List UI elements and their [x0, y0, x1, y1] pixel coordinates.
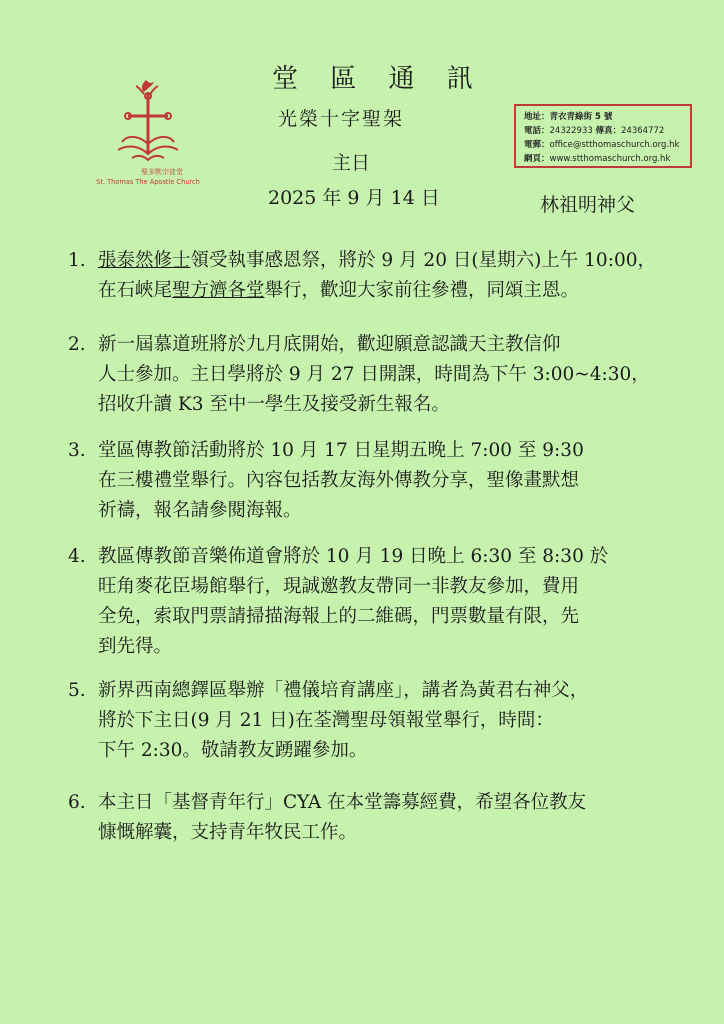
contact-phone-fax: 電話：24322933 傳真：24364772 — [524, 126, 665, 136]
item-line: 本主日「基督青年行」CYA 在本堂籌募經費，希望各位教友 — [98, 792, 587, 813]
item-line: 全免，索取門票請掃描海報上的二維碼，門票數量有限，先 — [98, 606, 580, 627]
item-line: 新一屆慕道班將於九月底開始，歡迎願意認識天主教信仰 — [98, 334, 561, 355]
item-line: 張泰然修士領受執事感恩祭，將於 9 月 20 日(星期六)上午 10:00， — [98, 250, 656, 271]
logo-name-cn: 聖多默宗徒堂 — [141, 168, 183, 176]
item-number: 1. — [68, 250, 86, 271]
item-number: 3. — [68, 440, 86, 461]
sunday-label: 主日 — [332, 152, 371, 174]
item-line: 到先得。 — [98, 636, 173, 657]
deacon-name: 張泰然修士 — [98, 250, 191, 271]
item-line: 下午 2:30。敬請教友踴躍參加。 — [98, 740, 368, 761]
priest-name: 林祖明神父 — [540, 194, 636, 216]
item-number: 6. — [68, 792, 86, 813]
item-line: 在三樓禮堂舉行。內容包括教友海外傳教分享，聖像畫默想 — [98, 470, 580, 491]
item-line: 堂區傳教節活動將於 10 月 17 日星期五晚上 7:00 至 9:30 — [98, 440, 584, 461]
item-line: 將於下主日(9 月 21 日)在荃灣聖母領報堂舉行，時間： — [98, 710, 554, 731]
page-title: 堂 區 通 訊 — [272, 64, 485, 94]
item-line: 新界西南總鐸區舉辦「禮儀培育講座」，講者為黃君右神父， — [98, 680, 589, 701]
item-number: 2. — [68, 334, 86, 355]
contact-box — [514, 104, 692, 168]
item-number: 5. — [68, 680, 86, 701]
contact-email: 電郵：office@stthomaschurch.org.hk — [524, 140, 680, 150]
feast-name: 光榮十字聖架 — [278, 108, 405, 130]
item-line: 在石峽尾聖方濟各堂舉行，歡迎大家前往參禮，同頌主恩。 — [98, 280, 580, 301]
item-line: 教區傳教節音樂佈道會將於 10 月 19 日晚上 6:30 至 8:30 於 — [98, 546, 609, 567]
logo-name-en: St. Thomas The Apostle Church — [96, 178, 200, 186]
church-name: 聖方濟各堂 — [172, 280, 265, 301]
bulletin-date: 2025 年 9 月 14 日 — [268, 187, 440, 209]
contact-web: 網頁：www.stthomaschurch.org.hk — [524, 154, 671, 164]
contact-address: 地址：青衣青綠街 5 號 — [524, 112, 613, 122]
item-line: 人士參加。主日學將於 9 月 27 日開課，時間為下午 3:00~4:30， — [98, 364, 650, 385]
item-number: 4. — [68, 546, 86, 567]
item-line: 慷慨解囊，支持青年牧民工作。 — [98, 822, 358, 843]
item-line: 祈禱，報名請參閱海報。 — [98, 500, 302, 521]
item-line: 招收升讀 K3 至中一學生及接受新生報名。 — [98, 394, 450, 415]
item-line: 旺角麥花臣場館舉行，現誠邀教友帶同一非教友參加，費用 — [98, 576, 580, 597]
church-logo — [88, 74, 208, 192]
